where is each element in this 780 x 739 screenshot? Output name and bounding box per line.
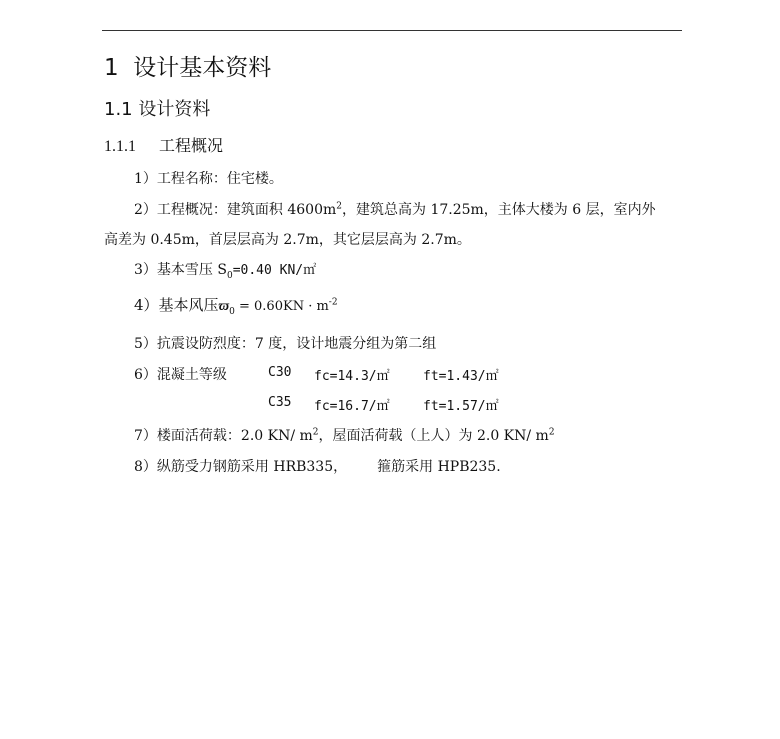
concrete-fc: fc=14.3/㎡ (314, 369, 390, 384)
item-live-load (134, 425, 555, 445)
reinforcement-text-b: 箍筋采用 HPB235. (377, 459, 501, 475)
concrete-ft: ft=1.57/㎡ (423, 399, 499, 414)
wind-sub: 0 (229, 306, 235, 317)
snow-text-b: =0.40 KN/㎡ (232, 263, 317, 278)
item-project-name: 1）工程名称：住宅楼。 (134, 171, 283, 187)
item-seismic: 5）抗震设防烈度：7 度，设计地震分组为第二组 (134, 336, 437, 352)
heading-2: 1.1 设计资料 (104, 99, 211, 120)
omega-symbol: ϖ (218, 299, 230, 314)
live-load-sup-1: 2 (312, 427, 319, 438)
live-load-sup-2: 2 (548, 427, 555, 438)
heading-1 (104, 49, 271, 82)
item-concrete-label: 6）混凝土等级 (134, 367, 227, 383)
item-reinforcement (134, 456, 501, 476)
item-wind-pressure (134, 294, 338, 315)
heading-1-title: 设计基本资料 (133, 55, 272, 81)
item-project-overview (134, 199, 656, 219)
wind-text-a: 4）基本风压 (134, 296, 219, 314)
snow-sub: 0 (226, 270, 233, 281)
heading-3-title: 工程概况 (159, 136, 224, 155)
reinforcement-text-a: 8）纵筋受力钢筋采用 HRB335， (134, 459, 348, 475)
heading-3 (104, 133, 223, 156)
concrete-fc: fc=16.7/㎡ (314, 399, 390, 414)
header-rule (102, 30, 682, 31)
item-project-overview-line2: 高差为 0.45m，首层层高为 2.7m，其它层层高为 2.7m。 (104, 232, 471, 248)
wind-sup: -2 (328, 297, 338, 308)
overview-text-a: 2）工程概况：建筑面积 4600m (134, 202, 337, 218)
live-load-text-a: 7）楼面活荷载：2.0 KN/ m (134, 428, 313, 444)
live-load-text-b: ，屋面活荷载（上人）为 2.0 KN/ m (318, 428, 549, 444)
concrete-grade: C30 (268, 365, 292, 380)
item-snow-pressure (134, 259, 316, 279)
overview-text-b: ，建筑总高为 17.25m，主体大楼为 6 层，室内外 (342, 202, 656, 218)
snow-text-a: 3）基本雪压 S (134, 262, 227, 278)
wind-text-b: = 0.60KN · m (234, 299, 329, 314)
concrete-ft: ft=1.43/㎡ (423, 369, 499, 384)
heading-3-number: 1.1.1 (104, 138, 136, 155)
area-unit-sup: 2 (336, 201, 342, 212)
heading-1-number: 1 (104, 55, 119, 81)
concrete-grade: C35 (268, 395, 292, 410)
